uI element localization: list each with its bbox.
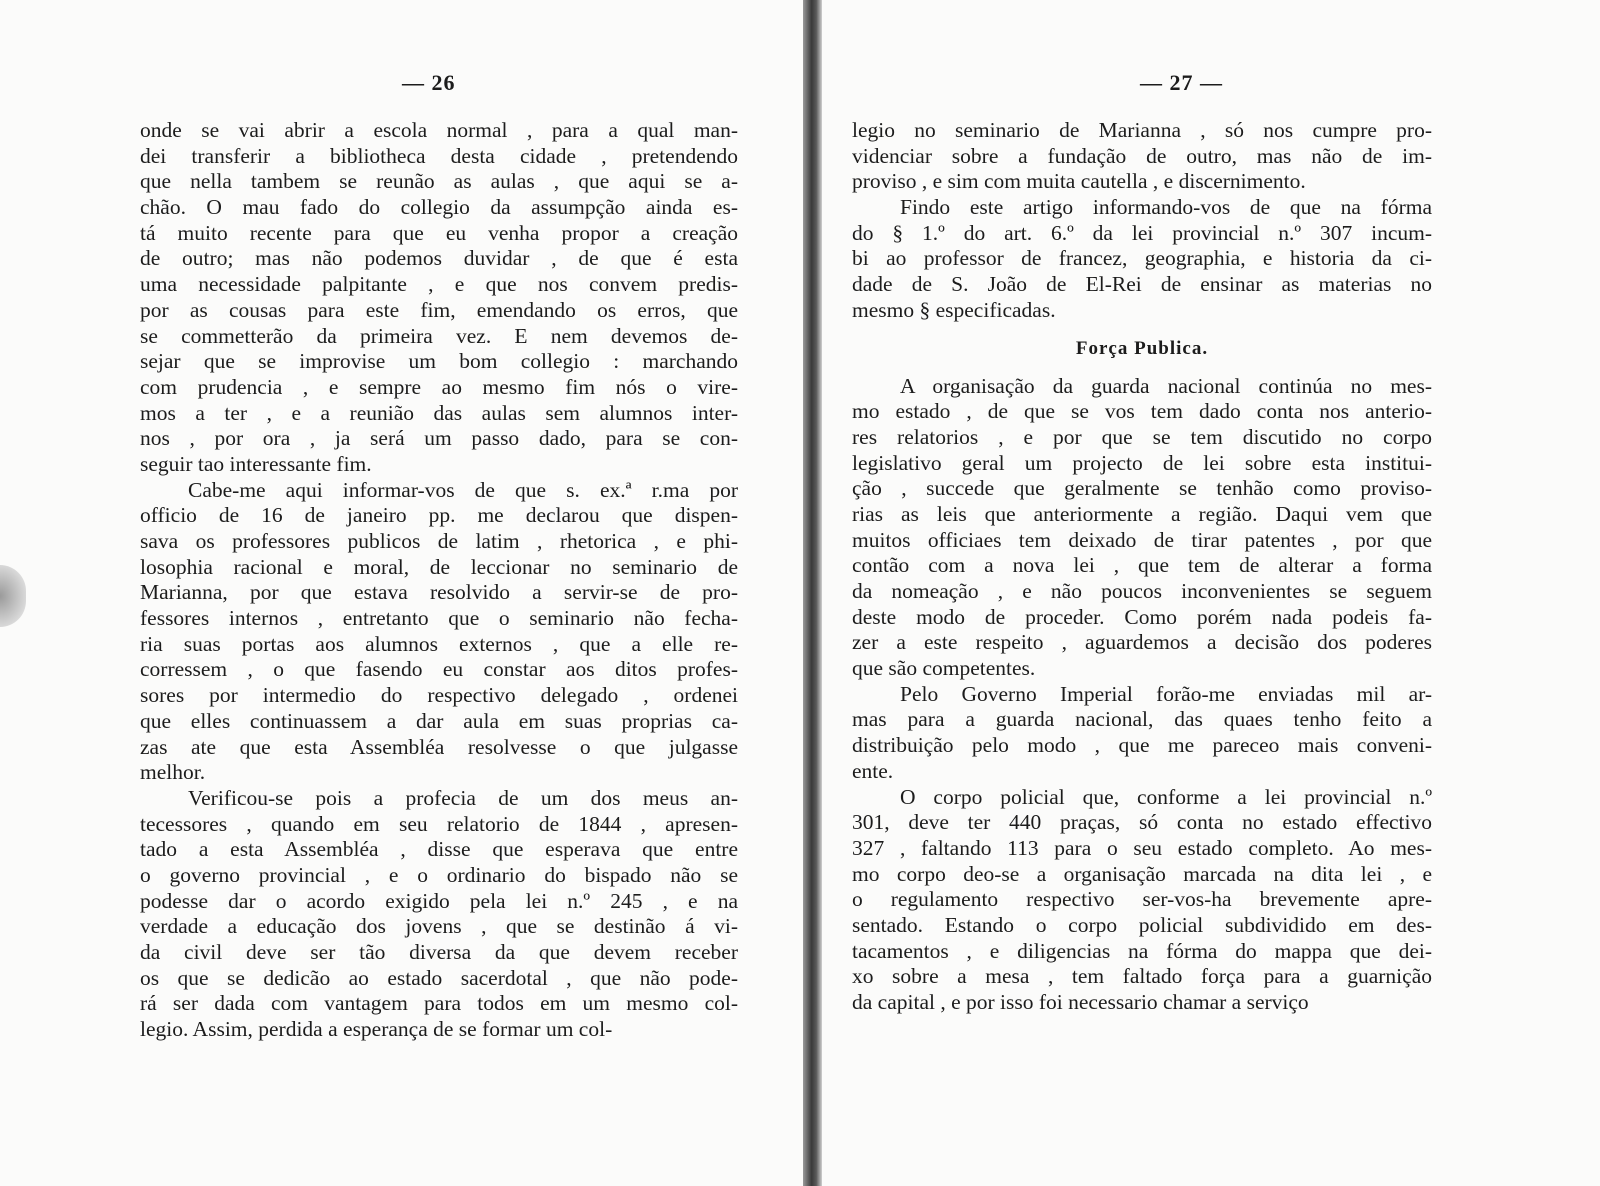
text-line: videnciar sobre a fundação de outro, mas não de im- bbox=[852, 143, 1432, 168]
text-line: mos a ter , e a reunião das aulas sem alumnos inter- bbox=[140, 400, 738, 425]
text-line: melhor. bbox=[140, 760, 206, 785]
text-line: tá muito recente para que eu venha propor a creação bbox=[140, 220, 738, 245]
text-line: uma necessidade palpitante , e que nos convem predis- bbox=[140, 272, 738, 297]
text-line: corressem , o que fasendo eu constar aos ditos profes- bbox=[140, 657, 738, 682]
text-line: fessores internos , entretanto que o seminario não fecha- bbox=[140, 606, 738, 631]
text-line: legislativo geral um projecto de lei sobre esta institui- bbox=[852, 450, 1432, 475]
text-line: legio. Assim, perdida a esperança de se formar um col- bbox=[140, 1017, 613, 1042]
text-line: legio no seminario de Marianna , só nos cumpre pro- bbox=[852, 118, 1432, 142]
text-line: dade de S. João de El-Rei de ensinar as materias no bbox=[852, 272, 1432, 297]
text-line: podesse dar o acordo exigido pela lei n.º 245 , e na bbox=[140, 888, 738, 913]
text-line: distribuição pelo modo , que me pareceo mais conveni- bbox=[852, 733, 1432, 758]
text-line: tado a esta Assembléa , disse que esperava que entre bbox=[140, 837, 738, 862]
text-line: bi ao professor de francez, geographia, e historia da ci- bbox=[852, 246, 1432, 271]
text-line: do § 1.º do art. 6.º da lei provincial n.º 307 incum- bbox=[852, 220, 1432, 245]
text-line: res relatorios , e por que se tem discutido no corpo bbox=[852, 424, 1432, 449]
page-number-left: — 26 bbox=[402, 70, 456, 95]
text-line: proviso , e sim com muita cautella , e discernimento. bbox=[852, 169, 1306, 194]
text-line: ente. bbox=[852, 758, 894, 783]
paper-stain bbox=[0, 565, 26, 627]
text-line: sava os professores publicos de latim , rhetorica , e phi- bbox=[140, 529, 738, 553]
text-line: deste modo de proceder. Como porém nada podeis fa- bbox=[852, 604, 1432, 629]
text-line: A organisação da guarda nacional continúa no mes- bbox=[900, 373, 1432, 398]
text-line: zas ate que esta Assembléa resolvesse o que julgasse bbox=[140, 734, 738, 759]
text-line: dei transferir a bibliotheca desta cidade , pretendendo bbox=[140, 143, 738, 168]
text-line: tecessores , quando em seu relatorio de 1844 , apresen- bbox=[140, 811, 738, 836]
text-line: officio de 16 de janeiro pp. me declarou que dispen- bbox=[140, 503, 738, 528]
text-line: 301, deve ter 440 praças, só conta no estado effectivo bbox=[852, 810, 1432, 835]
text-line: losophia racional e moral, de leccionar no seminario de bbox=[140, 554, 738, 579]
text-line: sentado. Estando o corpo policial subdividido em des- bbox=[852, 912, 1432, 937]
text-line: O corpo policial que, conforme a lei provincial n.º bbox=[900, 784, 1432, 809]
text-line: os que se dedicão ao estado sacerdotal , que não pode- bbox=[140, 965, 738, 990]
text-line: o governo provincial , e o ordinario do bispado não se bbox=[140, 862, 738, 887]
text-line: rias as leis que anteriormente a região. Daqui vem que bbox=[852, 501, 1432, 526]
right-text-column bbox=[852, 118, 1432, 1016]
left-text-column bbox=[140, 118, 738, 1043]
section-heading: Força Publica. bbox=[1075, 337, 1209, 359]
text-line: chão. O mau fado do collegio da assumpção ainda es- bbox=[140, 195, 738, 220]
text-line: mo corpo deo-se a organisação marcada na dita lei , e bbox=[852, 861, 1432, 886]
page-number-right: — 27 — bbox=[1140, 70, 1223, 95]
text-line: da civil deve ser tão diversa da que devem receber bbox=[140, 940, 738, 964]
text-line: o regulamento respectivo ser-vos-ha brevemente apre- bbox=[852, 887, 1432, 912]
text-line: Cabe-me aqui informar-vos de que s. ex.ª r.ma por bbox=[188, 477, 738, 502]
text-line: se commetterão da primeira vez. E nem devemos de- bbox=[140, 323, 738, 348]
text-line: ria suas portas aos alumnos externos , que a elle re- bbox=[140, 631, 738, 656]
text-line: muitos officiaes tem deixado de tirar patentes , por que bbox=[852, 527, 1432, 552]
text-line: com prudencia , e sempre ao mesmo fim nós o vire- bbox=[140, 374, 738, 399]
text-line: que são competentes. bbox=[852, 656, 1036, 681]
text-line: xo sobre a mesa , tem faltado força para a guarnição bbox=[852, 964, 1432, 989]
text-line: nos , por ora , ja será um passo dado, para se con- bbox=[140, 426, 738, 451]
text-line: zer a este respeito , aguardemos a decisão dos poderes bbox=[852, 630, 1432, 655]
text-line: que elles continuassem a dar aula em suas proprias ca- bbox=[140, 708, 738, 733]
text-line: de outro; mas não podemos duvidar , de que é esta bbox=[140, 246, 738, 271]
text-line: sejar que se improvise um bom collegio : marchando bbox=[140, 349, 738, 374]
text-line: Marianna, por que estava resolvido a servir-se de pro- bbox=[140, 580, 738, 605]
text-line: da nomeação , e não poucos inconvenientes se seguem bbox=[852, 579, 1432, 603]
text-line: onde se vai abrir a escola normal , para a qual man- bbox=[140, 118, 738, 142]
text-line: 327 , faltando 113 para o seu estado completo. Ao mes- bbox=[852, 835, 1432, 860]
text-line: verdade a educação dos jovens , que se destinão á vi- bbox=[140, 914, 738, 939]
text-line: da capital , e por isso foi necessario chamar a serviço bbox=[852, 990, 1309, 1014]
text-line: mas para a guarda nacional, das quaes tenho feito a bbox=[852, 707, 1432, 732]
text-line: sores por intermedio do respectivo delegado , ordenei bbox=[140, 683, 738, 708]
text-line: Verificou-se pois a profecia de um dos meus an- bbox=[188, 785, 738, 810]
book-gutter bbox=[803, 0, 822, 1186]
text-line: contão com a nova lei , que tem de alterar a forma bbox=[852, 553, 1432, 578]
text-line: por as cousas para este fim, emendando os erros, que bbox=[140, 297, 738, 322]
text-line: rá ser dada com vantagem para todos em um mesmo col- bbox=[140, 991, 738, 1016]
text-line: que nella tambem se reunão as aulas , que aqui se a- bbox=[140, 169, 738, 194]
text-line: ção , succede que geralmente se tenhão como proviso- bbox=[852, 476, 1432, 501]
text-line: Findo este artigo informando-vos de que na fórma bbox=[900, 195, 1432, 220]
text-line: Pelo Governo Imperial forão-me enviadas mil ar- bbox=[900, 681, 1432, 706]
text-line: mo estado , de que se vos tem dado conta nos anterio- bbox=[852, 399, 1432, 424]
text-line: seguir tao interessante fim. bbox=[140, 451, 372, 476]
text-line: tacamentos , e diligencias na fórma do mappa que dei- bbox=[852, 938, 1432, 963]
text-line: mesmo § especificadas. bbox=[852, 297, 1056, 322]
